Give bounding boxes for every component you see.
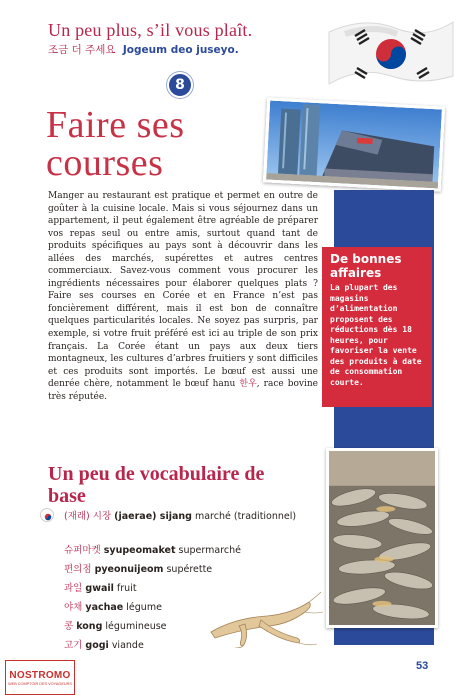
korean-flag-bullet-icon [40,508,54,522]
vocabulary-item: (재래) 시장 (jaerae) sijang marché (traditionnel) [64,511,297,522]
nostromo-logo [5,660,75,695]
fish-market-photo [326,448,438,628]
vocabulary-item: 과일 gwail fruit [64,583,137,594]
phrase-romanization: Jogeum deo juseyo. [122,44,239,56]
phrase-korean [48,42,239,57]
page-title [46,106,246,182]
vocabulary-item: 야채 yachae légume [64,602,162,613]
tip-box [322,247,432,407]
vocabulary-item: 편의점 pyeonuijeom supérette [64,564,213,575]
phrase-hangul: 조금 더 주세요 [48,44,116,56]
shopping-mall-photo [263,97,445,191]
chapter-number-badge: 8 [167,72,193,98]
vocabulary-item: 고기 gogi viande [64,640,144,651]
vocabulary-item: 슈퍼마켓 syupeomaket supermarché [64,545,241,556]
vocabulary-item: 콩 kong légumineuse [64,621,167,632]
title-line-2: courses [46,142,164,184]
tip-text: La plupart des magasins d’alimentation proposent des réductions dès 18 heures, pour favoriser la vente des produits à date de consommation courte. [330,283,422,387]
hanu-korean-word: 한우 [239,379,257,390]
tip-title: De bonnes affaires [330,252,402,280]
logo-name: NOSTROMO [9,670,71,681]
phrase-french: Un peu plus, s’il vous plaît. [48,20,253,40]
vocabulary-heading: Un peu de vocabulaire de base [48,463,265,507]
title-line-1: Faire ses [46,104,185,146]
page-number: 53 [416,660,429,672]
logo-tagline: WEB COMPTOIR DES VOYAGEURS [8,682,72,686]
ginseng-root-icon [205,588,325,648]
intro-paragraph: Manger au restaurant est pratique et permet en outre de goûter à la cuisine locale. Mais si vous séjournez dans un appartement, il peut également être agréable de préparer vos repas seul ou entre amis, surtout quand tant de produits spécifiques au pays sont à découvrir dans les allées des marchés, supérettes et autres centres commerciaux. Savez-vous comment vous procurer les ingrédients nécessaires pour élaborer quelques plats ? Faire ses courses en Corée et en France n’est pas foncièrement différent, mais il est bon de connaître quelques particularités locales. Ne soyez pas surpris, par exemple, si votre fruit préféré est ici au triple de son prix français. La Corée étant un pays aux deux tiers montagneux, les cultures d’arbres fruitiers y sont difficiles et ces produits sont importés. Le bœuf est aussi une denrée chère, notamment le bœuf hanu 한우, race bovine très réputée. [48,191,318,402]
korean-flag-icon [325,14,457,92]
